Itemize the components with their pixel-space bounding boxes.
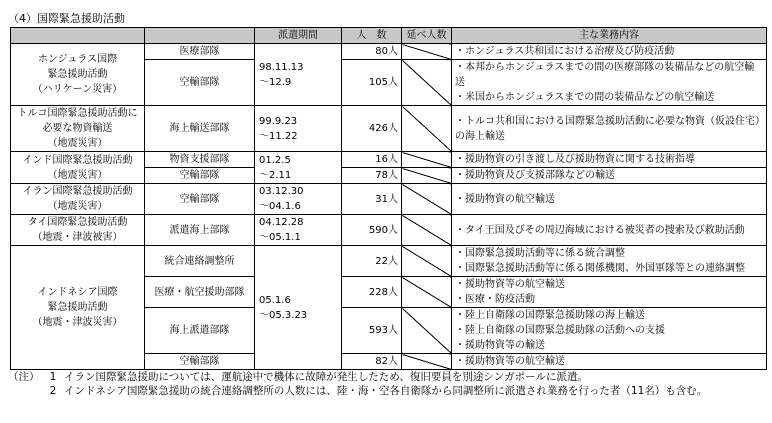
note-item <box>8 370 768 384</box>
tasks-cell <box>452 354 767 370</box>
tasks-cell <box>452 60 767 106</box>
period-end: ～11.22 <box>259 130 298 142</box>
operation-name-line: ホンジュラス国際 <box>37 54 118 65</box>
header-tasks: 主な業務内容 <box>452 28 767 44</box>
period-end: ～05.3.23 <box>259 309 308 321</box>
operation-name-line: （地震・津波災害） <box>32 317 123 328</box>
cumulative-empty-cell <box>402 60 452 106</box>
unit-cell: 空輸部隊 <box>145 60 255 106</box>
task-line: ・ホンジュラス共和国における治療及び防疫活動 <box>455 46 675 57</box>
period-cell <box>255 215 342 246</box>
cumulative-empty-cell <box>402 168 452 184</box>
relief-operations-table <box>10 27 767 370</box>
period-cell <box>255 184 342 215</box>
tasks-cell <box>452 215 767 246</box>
tasks-cell <box>452 106 767 152</box>
operation-name-cell <box>11 184 145 215</box>
operation-name-line: 緊急援助活動 <box>47 302 108 313</box>
operation-name-cell <box>11 106 145 152</box>
table-row <box>11 246 767 277</box>
period-end: ～04.1.6 <box>259 201 301 212</box>
count-cell: 590人 <box>342 215 402 246</box>
unit-cell: 派遣海上部隊 <box>145 215 255 246</box>
task-line: ・陸上自衛隊の国際緊急援助隊の海上輸送 <box>455 310 645 321</box>
note-text: インドネシア国際緊急援助の統合連絡調整所の人数には、陸・海・空各自衛隊から同調整所に派遣され業務を行った者（11名）も含む。 <box>64 385 708 397</box>
task-line: ・医療・防疫活動 <box>455 294 535 305</box>
count-cell: 105人 <box>342 60 402 106</box>
header-operation <box>11 28 145 44</box>
count-cell: 228人 <box>342 277 402 308</box>
operation-name-line: インドネシア国際 <box>37 287 118 298</box>
operation-name-cell <box>11 246 145 370</box>
operation-name-line: 必要な物資輸送 <box>42 123 113 134</box>
operation-name-line: （ハリケーン災害） <box>32 84 123 95</box>
header-cumulative: 延べ人数 <box>402 28 452 44</box>
period-cell <box>255 106 342 152</box>
count-cell: 82人 <box>342 354 402 370</box>
task-line: ・援助物資の航空輸送 <box>455 193 555 205</box>
notes <box>8 370 768 398</box>
period-cell <box>255 44 342 106</box>
operation-name-cell <box>11 44 145 106</box>
unit-cell: 空輸部隊 <box>145 184 255 215</box>
period-end: ～12.9 <box>259 76 292 88</box>
count-cell: 78人 <box>342 168 402 184</box>
period-start: 98.11.13 <box>259 61 304 73</box>
section-title: （4）国際緊急援助活動 <box>8 12 125 25</box>
cumulative-empty-cell <box>402 215 452 246</box>
note-text: イラン国際緊急援助については、運航途中で機体に故障が発生したため、復旧要員を別途シンガポールに派遣。 <box>64 371 588 383</box>
table-row <box>11 152 767 168</box>
operation-name-line: （地震・津波被害） <box>32 232 123 243</box>
operation-name-line: （地震災害） <box>47 169 108 181</box>
count-cell: 31人 <box>342 184 402 215</box>
cumulative-empty-cell <box>402 152 452 168</box>
task-line: ・援助物資等の航空輸送 <box>455 279 565 290</box>
table-row <box>11 44 767 60</box>
period-start: 04.12.28 <box>259 217 304 228</box>
operation-name-line: 緊急援助活動 <box>47 69 108 80</box>
tasks-cell <box>452 246 767 277</box>
unit-cell: 医療・航空援助部隊 <box>145 277 255 308</box>
note-mark <box>8 384 42 398</box>
count-cell: 593人 <box>342 308 402 354</box>
tasks-cell <box>452 308 767 354</box>
task-line: ・援助物資及び支援部隊などの輸送 <box>455 170 615 181</box>
operation-name-cell <box>11 215 145 246</box>
operation-name-line: インド国際緊急援助活動 <box>22 154 133 166</box>
note-number: 2 <box>49 385 57 397</box>
task-line: ・陸上自衛隊の国際緊急援助隊の活動への支援 <box>455 325 665 336</box>
period-cell <box>255 152 342 184</box>
period-start: 99.9.23 <box>259 115 298 127</box>
note-number: 1 <box>49 371 57 383</box>
unit-cell: 医療部隊 <box>145 44 255 60</box>
table-row <box>11 215 767 246</box>
task-line: ・援助物資の引き渡し及び援助物資に関する技術指導 <box>455 154 695 165</box>
task-line: ・国際緊急援助活動等に係る関係機関、外国軍隊等との連絡調整 <box>455 263 745 274</box>
cumulative-empty-cell <box>402 354 452 370</box>
unit-cell: 海上輸送部隊 <box>145 106 255 152</box>
count-cell: 426人 <box>342 106 402 152</box>
header-unit <box>145 28 255 44</box>
header-row <box>11 28 767 44</box>
task-line: ・米国からホンジュラスまでの間の装備品などの航空輸送 <box>455 92 715 103</box>
period-start: 05.1.6 <box>259 294 291 306</box>
period-end: ～05.1.1 <box>259 232 301 243</box>
task-line: ・援助物資等の航空輸送 <box>455 356 565 367</box>
unit-cell: 空輸部隊 <box>145 354 255 370</box>
unit-cell: 海上派遣部隊 <box>145 308 255 354</box>
cumulative-empty-cell <box>402 106 452 152</box>
operation-name-line: タイ国際緊急援助活動 <box>27 217 128 228</box>
header-period: 派遣期間 <box>255 28 342 44</box>
operation-name-line: （地震災害） <box>47 138 108 149</box>
table-row <box>11 106 767 152</box>
operation-name-cell <box>11 152 145 184</box>
tasks-cell <box>452 184 767 215</box>
tasks-cell <box>452 44 767 60</box>
unit-cell: 空輸部隊 <box>145 168 255 184</box>
count-cell: 16人 <box>342 152 402 168</box>
unit-cell: 統合連絡調整所 <box>145 246 255 277</box>
task-line: ・国際緊急援助活動等に係る統合調整 <box>455 248 625 259</box>
period-cell <box>255 246 342 370</box>
cumulative-empty-cell <box>402 184 452 215</box>
operation-name-line: トルコ国際緊急援助活動に <box>17 108 138 119</box>
count-cell: 22人 <box>342 246 402 277</box>
period-start: 01.2.5 <box>259 154 291 166</box>
period-start: 03.12.30 <box>259 186 304 197</box>
count-cell: 80人 <box>342 44 402 60</box>
task-line: ・トルコ共和国における国際緊急援助活動に必要な物資（仮設住宅）の海上輸送 <box>455 115 760 142</box>
cumulative-empty-cell <box>402 277 452 308</box>
tasks-cell <box>452 152 767 168</box>
tasks-cell <box>452 168 767 184</box>
table-row <box>11 184 767 215</box>
operation-name-line: （地震災害） <box>47 201 108 212</box>
unit-cell: 物資支援部隊 <box>145 152 255 168</box>
task-line: ・タイ王国及びその周辺海域における被災者の捜索及び救助活動 <box>455 224 745 236</box>
period-end: ～2.11 <box>259 169 292 181</box>
tasks-cell <box>452 277 767 308</box>
note-mark: （注） <box>8 371 40 383</box>
operation-name-line: イラン国際緊急援助活動 <box>22 186 133 197</box>
cumulative-empty-cell <box>402 308 452 354</box>
task-line: ・援助物資等の輸送 <box>455 340 545 351</box>
cumulative-empty-cell <box>402 44 452 60</box>
note-item <box>8 384 768 398</box>
cumulative-empty-cell <box>402 246 452 277</box>
task-line: ・本邦からホンジュラスまでの間の医療部隊の装備品などの航空輸送 <box>455 62 755 88</box>
header-count: 人 数 <box>342 28 402 44</box>
